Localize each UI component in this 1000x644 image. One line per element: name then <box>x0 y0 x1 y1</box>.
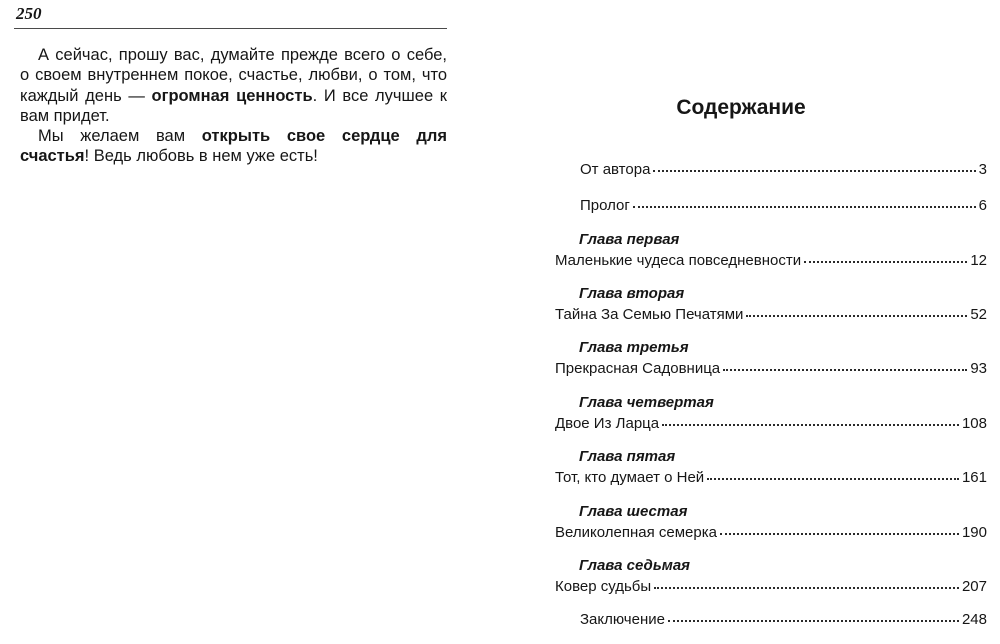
toc-entry <box>520 285 1000 326</box>
paragraph-text: . И все лучшее к вам придет. <box>20 86 448 125</box>
chapter-label: Глава первая <box>579 231 680 248</box>
emphasis-text: огромная ценность <box>151 86 313 105</box>
toc-entry-title: Заключение <box>580 611 665 628</box>
dot-leader <box>707 478 959 480</box>
toc-entry <box>520 193 1000 217</box>
right-page <box>520 0 1000 644</box>
toc-entry-line <box>555 304 987 326</box>
toc-entry-page: 6 <box>978 197 987 214</box>
toc-entry-line <box>580 609 987 631</box>
toc-entry <box>520 394 1000 435</box>
toc-entry-page: 108 <box>961 415 987 432</box>
toc-entry <box>520 503 1000 544</box>
toc-entry-line <box>580 195 987 217</box>
paragraph-text: Мы желаем вам <box>38 127 202 146</box>
dot-leader <box>723 369 967 371</box>
chapter-label: Глава седьмая <box>579 557 690 574</box>
table-of-contents <box>520 0 1000 644</box>
paragraph-text: А сейчас, прошу вас, думайте прежде всего о себе, о своем внутреннем покое, счастье, любви, о том, что каждый день — <box>20 46 447 105</box>
chapter-label: Глава третья <box>579 339 689 356</box>
toc-entry-page: 3 <box>978 161 987 178</box>
paragraph <box>20 126 447 167</box>
dot-leader <box>804 261 967 263</box>
dot-leader <box>654 587 959 589</box>
dot-leader <box>662 424 959 426</box>
toc-entry-page: 12 <box>970 252 987 269</box>
header-rule <box>14 28 447 29</box>
toc-entry-title: От автора <box>580 161 651 178</box>
toc-entry-title: Тайна За Семью Печатями <box>555 306 744 323</box>
toc-entry <box>520 557 1000 598</box>
toc-entry-line <box>555 250 987 272</box>
toc-entry-line <box>555 467 987 489</box>
toc-entry <box>520 448 1000 489</box>
toc-entry-page: 161 <box>961 469 987 486</box>
toc-entry <box>520 231 1000 272</box>
toc-entry-title: Прекрасная Садовница <box>555 360 721 377</box>
toc-entry-page: 207 <box>961 578 987 595</box>
chapter-label: Глава шестая <box>579 503 688 520</box>
toc-entry-page: 248 <box>961 611 987 628</box>
page-number: 250 <box>16 4 42 23</box>
toc-entry-title: Двое Из Ларца <box>555 415 660 432</box>
toc-entry-title: Маленькие чудеса повседневности <box>555 252 802 269</box>
toc-entry-page: 93 <box>970 360 987 377</box>
toc-entry-page: 52 <box>970 306 987 323</box>
toc-entry <box>520 339 1000 380</box>
toc-entry <box>520 157 1000 181</box>
dot-leader <box>720 533 959 535</box>
dot-leader <box>653 170 975 172</box>
toc-entry-line <box>555 522 987 544</box>
toc-entry-line <box>555 358 987 380</box>
toc-entry-line <box>580 159 987 181</box>
paragraph <box>20 45 447 126</box>
chapter-label: Глава вторая <box>579 285 685 302</box>
toc-title: Содержание <box>676 96 806 119</box>
toc-entry <box>520 607 1000 631</box>
toc-entry-line <box>555 576 987 598</box>
dot-leader <box>633 206 976 208</box>
toc-entry-title: Великолепная семерка <box>555 524 717 541</box>
chapter-label: Глава пятая <box>579 448 676 465</box>
paragraph-text: ! Ведь любовь в нем уже есть! <box>84 147 318 166</box>
toc-entry-title: Пролог <box>580 197 630 214</box>
body-text <box>20 45 447 167</box>
left-page <box>0 0 470 644</box>
emphasis-text: открыть свое сердце для счастья <box>20 127 447 166</box>
toc-entry-title: Тот, кто думает о Ней <box>555 469 705 486</box>
toc-entry-page: 190 <box>961 524 987 541</box>
dot-leader <box>746 315 967 317</box>
dot-leader <box>668 620 959 622</box>
chapter-label: Глава четвертая <box>579 394 714 411</box>
toc-entry-title: Ковер судьбы <box>555 578 652 595</box>
toc-entry-line <box>555 413 987 435</box>
